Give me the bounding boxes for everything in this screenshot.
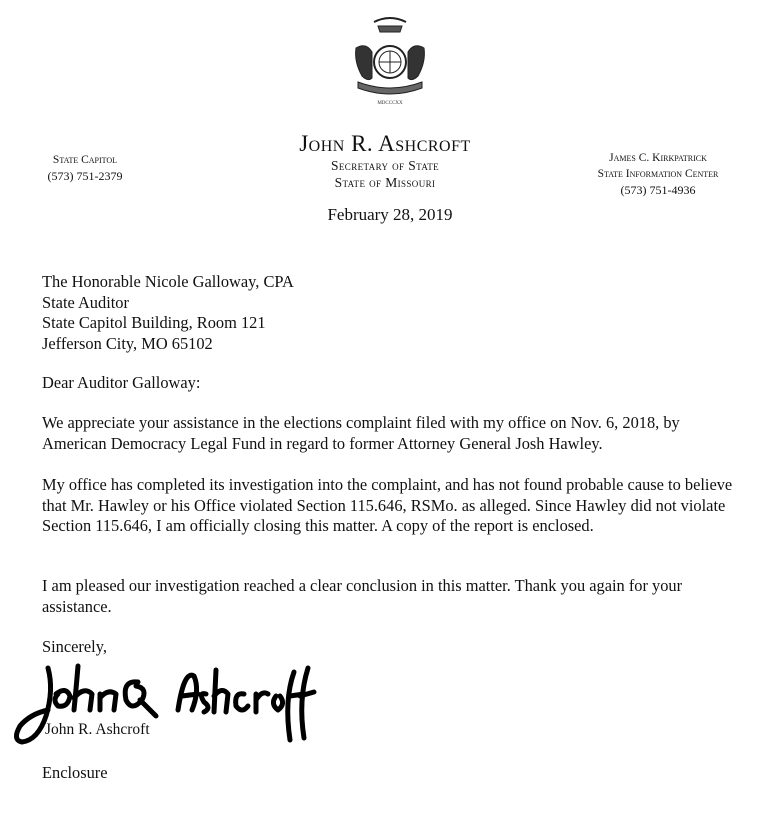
recipient-name: The Honorable Nicole Galloway, CPA bbox=[42, 272, 294, 291]
info-center-phone: (573) 751-4936 bbox=[620, 183, 696, 197]
salutation: Dear Auditor Galloway: bbox=[42, 373, 201, 392]
sender-state: State of Missouri bbox=[334, 175, 436, 190]
recipient-street: State Capitol Building, Room 121 bbox=[42, 313, 266, 332]
enclosure-note: Enclosure bbox=[42, 763, 108, 782]
recipient-address bbox=[42, 272, 742, 354]
left-contact-block bbox=[37, 152, 133, 184]
paragraph-3: I am pleased our investigation reached a clear conclusion in this matter. Thank you again for your assistance. bbox=[42, 576, 683, 616]
paragraph-2: My office has completed its investigation into the complaint, and has not found probable cause to believe that Mr. Hawley or his Office violated Section 115.646, RSMo. as alleged. Since Hawley did not violate Section 115.646, I am officially closing this matter. A copy of the report is enclosed. bbox=[42, 475, 733, 535]
paragraph-1: We appreciate your assistance in the elections complaint filed with my office on Nov. 6, 2018, by American Democracy Legal Fund in regard to former Attorney General Josh Hawley. bbox=[42, 413, 680, 453]
recipient-city: Jefferson City, MO 65102 bbox=[42, 333, 213, 353]
missouri-state-seal-icon bbox=[348, 12, 432, 108]
state-capitol-phone: (573) 751-2379 bbox=[47, 169, 123, 183]
info-center-label: State Information Center bbox=[597, 168, 719, 180]
sender-name: John R. Ashcroft bbox=[299, 131, 471, 156]
letter-date: February 28, 2019 bbox=[327, 205, 453, 224]
info-center-building: James C. Kirkpatrick bbox=[609, 152, 707, 164]
signer-name: John R. Ashcroft bbox=[45, 721, 150, 738]
closing: Sincerely, bbox=[42, 637, 107, 656]
letterhead-center bbox=[250, 131, 520, 191]
state-capitol-label: State Capitol bbox=[52, 154, 118, 166]
svg-text:MDCCCXX: MDCCCXX bbox=[377, 101, 403, 106]
sender-title: Secretary of State bbox=[330, 158, 440, 173]
right-contact-block bbox=[570, 150, 746, 198]
recipient-title: State Auditor bbox=[42, 292, 129, 312]
